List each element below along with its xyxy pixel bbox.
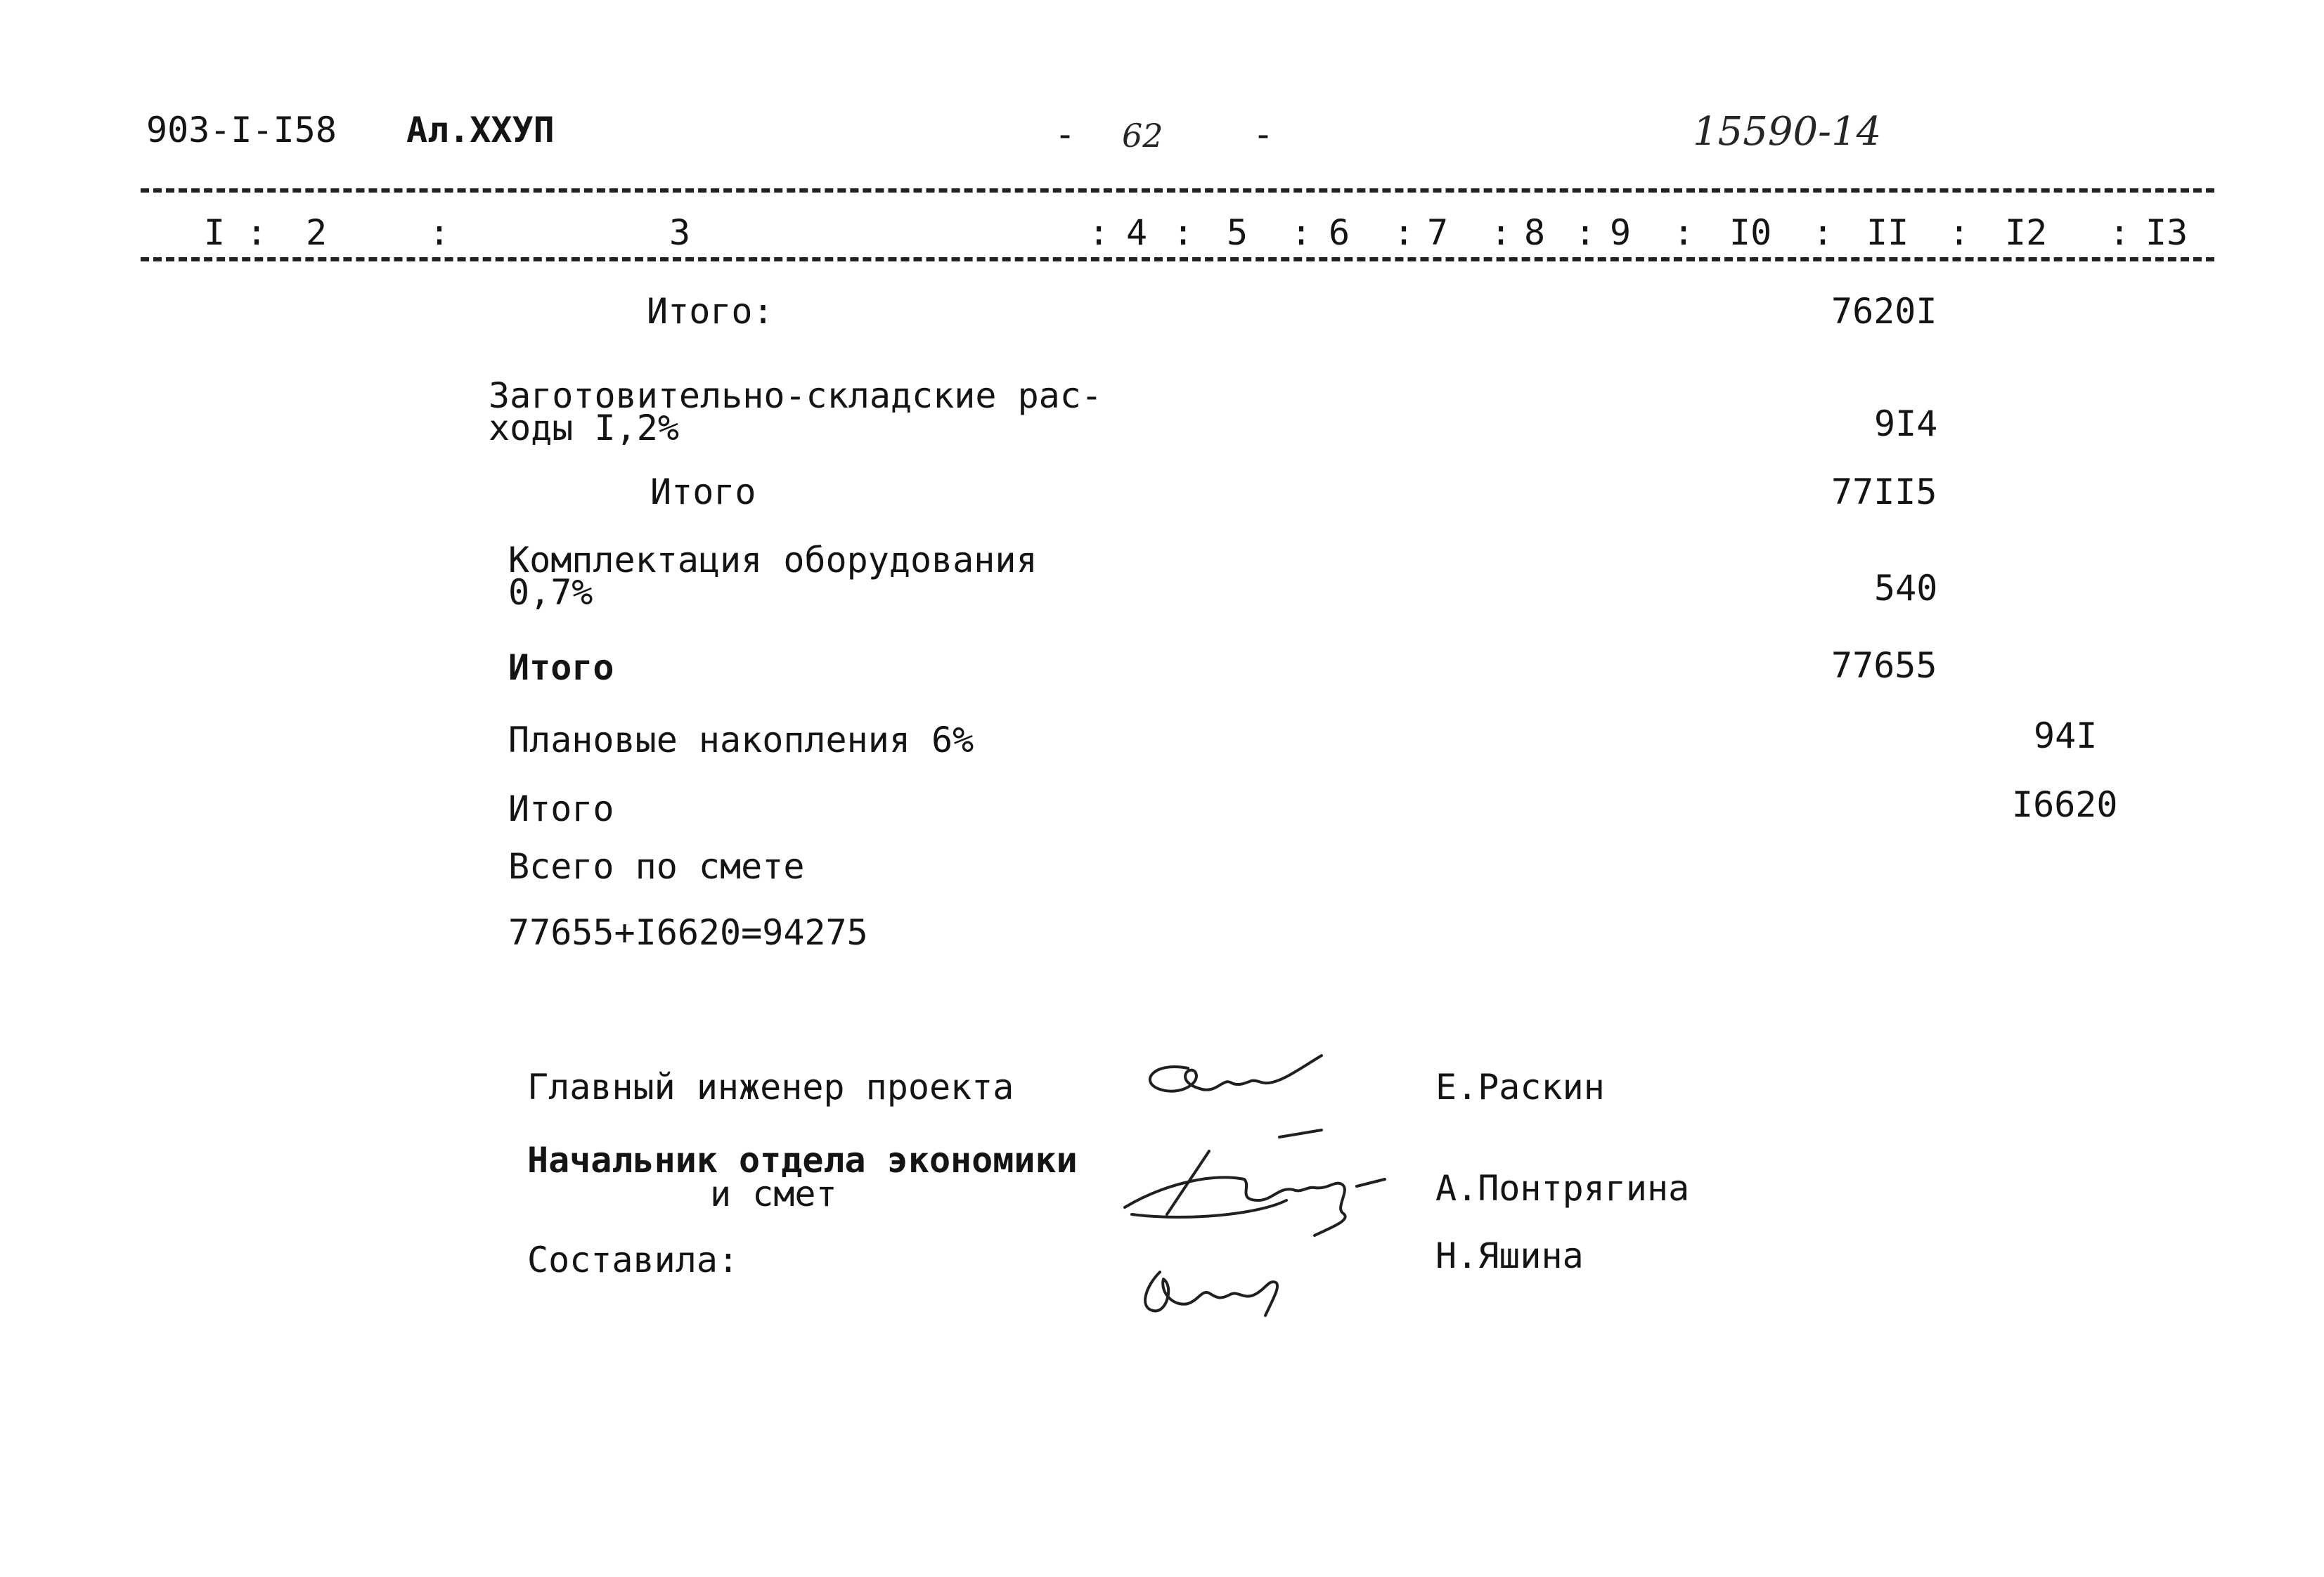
- subtotal-label: Итого: [508, 647, 614, 688]
- planned-savings-label: Плановые накопления 6%: [508, 720, 974, 760]
- col-5: 5: [1227, 212, 1248, 253]
- role-compiler: Составила:: [527, 1240, 740, 1280]
- role-chief-engineer: Главный инженер проекта: [527, 1067, 1014, 1108]
- document-number: 15590-14: [1693, 109, 1882, 155]
- subtotal-col11: 77II5: [1831, 472, 1937, 512]
- signature-3-icon: [1132, 1251, 1315, 1328]
- sheet-code: 903-I-I58: [146, 110, 337, 150]
- role-department-head-line1: Начальник отдела экономики: [527, 1140, 1078, 1181]
- col-sep: :: [1812, 212, 1834, 253]
- signature-1-icon: [1139, 1040, 1350, 1117]
- page-number: 62: [1122, 117, 1163, 155]
- col-sep: :: [1088, 212, 1110, 253]
- signature-2-icon: [1104, 1123, 1413, 1250]
- col-13: I3: [2145, 212, 2188, 253]
- grand-total-label: Всего по смете: [508, 846, 805, 887]
- col-sep: :: [246, 212, 268, 253]
- album-label: Ал.XXУП: [406, 110, 555, 150]
- col-8: 8: [1524, 212, 1546, 253]
- subtotal-col11: 77655: [1831, 645, 1937, 686]
- page-dash-right: -: [1253, 114, 1274, 155]
- procurement-label-line1: Заготовительно-складские рас-: [489, 375, 1102, 416]
- equipment-col11: 540: [1874, 568, 1938, 609]
- name-chief-engineer: Е.Раскин: [1435, 1067, 1605, 1108]
- col-sep: :: [1673, 212, 1695, 253]
- col-2: 2: [306, 212, 328, 253]
- col-4: 4: [1126, 212, 1148, 253]
- col-sep: :: [1949, 212, 1970, 253]
- table-header-rule: [141, 257, 2214, 261]
- col-sep: :: [1575, 212, 1596, 253]
- col-1: I: [204, 212, 226, 253]
- name-compiler: Н.Яшина: [1435, 1235, 1584, 1276]
- col-10: I0: [1729, 212, 1772, 253]
- col-sep: :: [2109, 212, 2131, 253]
- subtotal-label: Итого:: [647, 291, 774, 332]
- procurement-label-line2: ходы I,2%: [489, 408, 679, 448]
- equipment-label-line2: 0,7%: [508, 572, 593, 613]
- planned-savings-col12: 94I: [2034, 715, 2098, 756]
- subtotal-col12: I6620: [2012, 784, 2118, 825]
- col-7: 7: [1427, 212, 1449, 253]
- subtotal-label: Итого: [650, 472, 756, 512]
- grand-total-formula: 77655+I6620=94275: [508, 912, 868, 953]
- col-6: 6: [1329, 212, 1350, 253]
- col-3: 3: [669, 212, 691, 253]
- name-department-head: А.Понтрягина: [1435, 1168, 1690, 1209]
- col-sep: :: [1173, 212, 1194, 253]
- equipment-label-line1: Комплектация оборудования: [508, 540, 1038, 580]
- col-sep: :: [1291, 212, 1312, 253]
- col-11: II: [1866, 212, 1909, 253]
- col-sep: :: [429, 212, 451, 253]
- procurement-col11: 9I4: [1874, 403, 1938, 444]
- subtotal-label: Итого: [508, 788, 614, 829]
- col-12: I2: [2005, 212, 2048, 253]
- col-sep: :: [1490, 212, 1512, 253]
- subtotal-col11: 7620I: [1831, 291, 1937, 332]
- role-department-head-line2: и смет: [710, 1174, 837, 1214]
- page-dash-left: -: [1054, 114, 1076, 155]
- col-sep: :: [1393, 212, 1415, 253]
- table-top-rule: [141, 188, 2214, 193]
- col-9: 9: [1610, 212, 1632, 253]
